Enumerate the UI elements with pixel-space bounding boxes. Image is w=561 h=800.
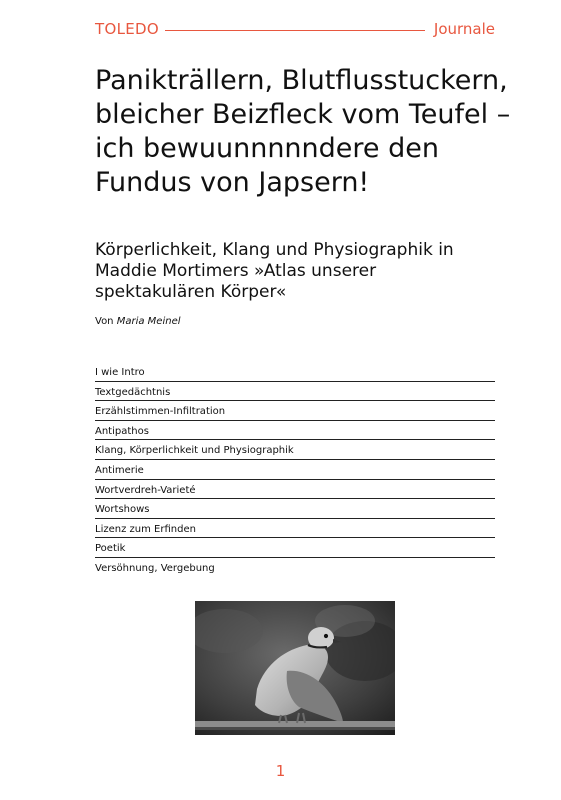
byline-prefix: Von [95, 316, 114, 327]
toc-item[interactable]: Erzählstimmen-Infiltration [95, 401, 495, 421]
article-subtitle: Körperlichkeit, Klang und Physiographik in Maddie Mortimers »Atlas unserer spektakulären Körper« [95, 240, 454, 302]
toc-item[interactable]: Lizenz zum Erfinden [95, 519, 495, 539]
byline [95, 316, 181, 327]
page-header [95, 20, 495, 42]
toc-item[interactable]: I wie Intro [95, 362, 495, 382]
toc-item[interactable]: Antipathos [95, 421, 495, 441]
toc-item[interactable]: Klang, Körperlichkeit und Physiographik [95, 440, 495, 460]
toc-item[interactable]: Wortverdreh-Varieté [95, 480, 495, 500]
toc-item[interactable]: Antimerie [95, 460, 495, 480]
article-title: Panikträllern, Blutflusstuckern, bleicher Beizfleck vom Teufel – ich bewuunnnnndere den Fundus von Japsern! [95, 65, 511, 198]
toc-item[interactable]: Versöhnung, Vergebung [95, 562, 215, 574]
table-of-contents [95, 362, 495, 578]
header-divider [165, 30, 425, 31]
author-name[interactable]: Maria Meinel [116, 316, 181, 327]
dove-photo [195, 601, 395, 735]
toc-item[interactable]: Wortshows [95, 499, 495, 519]
section-label[interactable]: Journale [433, 20, 495, 38]
toc-item[interactable]: Textgedächtnis [95, 382, 495, 402]
toc-item[interactable]: Poetik [95, 538, 495, 558]
brand-logo-text[interactable]: TOLEDO [95, 20, 159, 38]
page-number: 1 [275, 762, 286, 780]
